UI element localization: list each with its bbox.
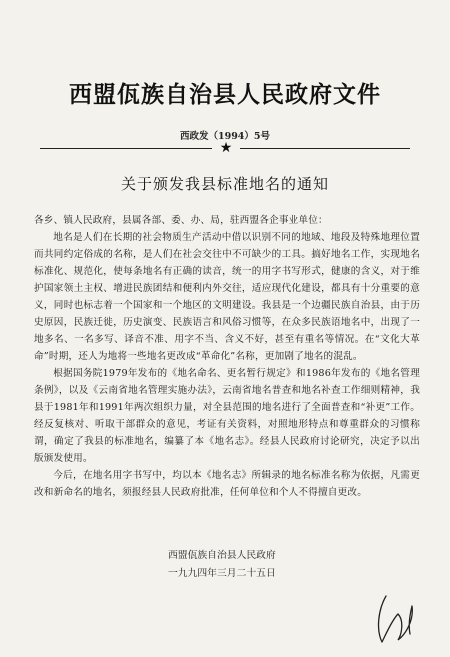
body-paragraph: 根据国务院1979年发布的《地名命名、更名暂行规定》和1986年发布的《地名管理条例》，以及《云南省地名管理实施办法》，云南省地名普查和地名补查工作细则精神，我县于1981年和1991年两次组织力量，对全县范围的地名进行了全面普查和“补更”工作。经反复核对、听取干部群众的意见，考证有关资料，对照地形特点和尊重群众的习惯称谓，确定了我县的标准地名，编纂了本《地名志》。经县人民政府讨论研究，决定予以出版颁发使用。	[34, 368, 420, 464]
document-number: 西政发（1994）5号	[179, 131, 271, 142]
header-divider-right	[240, 148, 410, 149]
issue-date: 一九九四年三月二十五日	[168, 568, 276, 579]
document-header-title: 西盟佤族自治县人民政府文件	[69, 81, 381, 108]
body-paragraph: 地名是人们在长期的社会物质生产活动中借以识别不同的地域、地段及特殊地理位置而共同约定俗成的名称，是人们在社会交往中不可缺少的工具。搞好地名工作，实现地名标准化、规范化，使每条地名有正确的读音，统一的用字书写形式，健康的含义，对于维护国家领土主权、增进民族团结和便利内外交往，适应现代化建设，都具有十分重要的意义，同时也标志着一个国家和一个地区的文明建设。我县是一个边疆民族自治县，由于历史原因，民族迁徙，历史演变、民族语言和风俗习惯等，在众多民族语地名中，出现了一地多名、一名多写、译音不准、用字不当、含义不好，甚至有重名等情况。在“文化大革命”时期，还人为地将一些地名更改成“革命化”名称，更加剧了地名的混乱。	[34, 232, 420, 362]
signature-block	[168, 547, 328, 583]
star-icon: ★	[219, 140, 233, 156]
header-divider-left	[40, 148, 212, 149]
handwritten-mark	[368, 590, 428, 650]
notice-title: 关于颁发我县标准地名的通知	[120, 175, 329, 193]
notice-body	[34, 212, 420, 501]
issuer-name: 西盟佤族自治县人民政府	[168, 550, 276, 561]
salutation: 各乡、镇人民政府，县属各部、委、办、局，驻西盟各企事业单位：	[34, 215, 328, 226]
body-paragraph: 今后，在地名用字书写中，均以本《地名志》所辑录的地名标准名称为依据，凡需更改和新命名的地名，须报经县人民政府批准，任何单位和个人不得擅自更改。	[34, 470, 420, 498]
